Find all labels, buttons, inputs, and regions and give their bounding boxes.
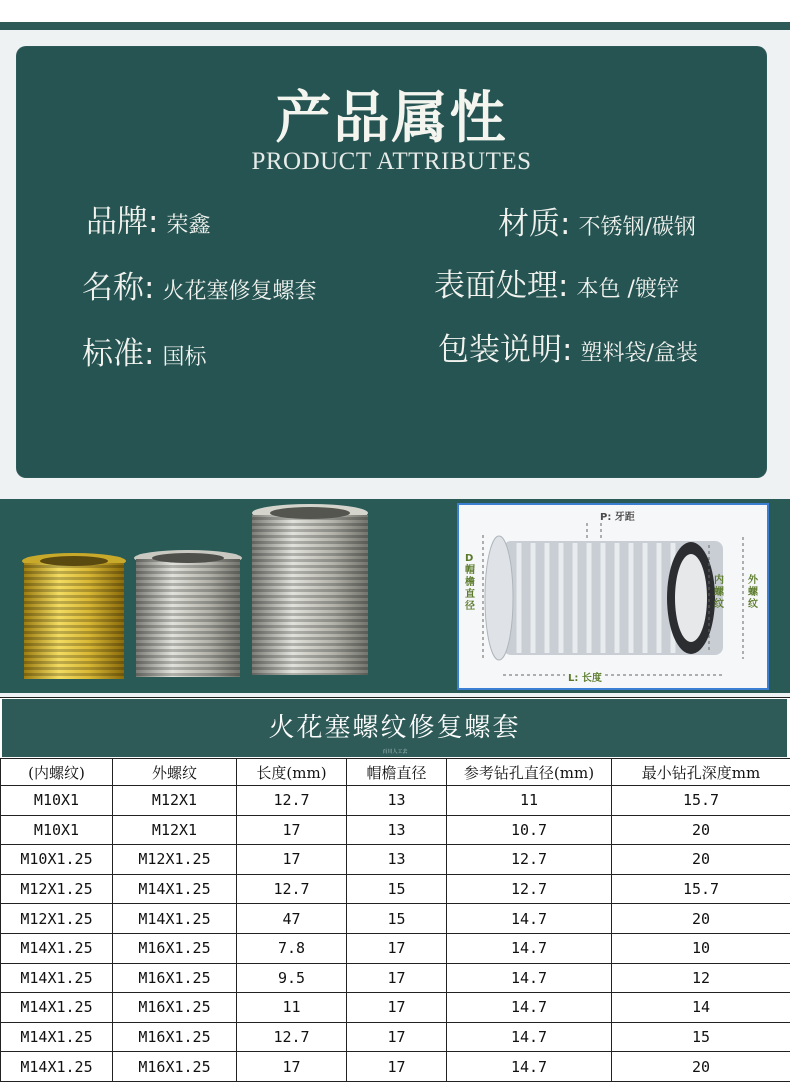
table-header-cell: 帽檐直径 xyxy=(347,759,447,786)
table-row xyxy=(1,904,790,934)
attr-packaging-value: 塑料袋/盒装 xyxy=(580,341,697,366)
attr-material-key: 材质: xyxy=(498,206,570,242)
table-cell: 12 xyxy=(612,963,790,993)
attr-brand-value: 荣鑫 xyxy=(166,213,210,238)
table-header-cell: 最小钻孔深度mm xyxy=(612,759,790,786)
table-cell: 47 xyxy=(237,904,347,934)
table-cell: 15.7 xyxy=(612,786,790,816)
table-tiny-caption: 百川人工去 xyxy=(0,748,790,755)
table-cell: M12X1.25 xyxy=(113,845,237,875)
table-cell: 13 xyxy=(347,815,447,845)
attr-material xyxy=(498,198,696,243)
table-cell: 9.5 xyxy=(237,963,347,993)
top-divider-bar xyxy=(0,0,790,30)
attr-name-value: 火花塞修复螺套 xyxy=(162,279,316,304)
attr-standard-key: 标准: xyxy=(82,336,154,372)
table-cell: 14.7 xyxy=(447,1052,612,1082)
table-cell: 11 xyxy=(237,993,347,1023)
table-cell: 12.7 xyxy=(447,874,612,904)
table-cell: 10 xyxy=(612,933,790,963)
table-cell: 12.7 xyxy=(237,1022,347,1052)
table-cell: M10X1 xyxy=(1,786,113,816)
attr-name-key: 名称: xyxy=(82,270,154,306)
table-cell: 15 xyxy=(347,874,447,904)
table-cell: M14X1.25 xyxy=(1,993,113,1023)
table-cell: 17 xyxy=(347,963,447,993)
table-cell: M16X1.25 xyxy=(113,1022,237,1052)
attr-material-value: 不锈钢/碳钢 xyxy=(578,215,695,240)
table-cell: 11 xyxy=(447,786,612,816)
steel-insert-small-image xyxy=(134,550,242,677)
table-cell: M16X1.25 xyxy=(113,1052,237,1082)
attributes-subtitle: PRODUCT ATTRIBUTES xyxy=(16,148,767,176)
attr-brand-key: 品牌: xyxy=(86,204,158,240)
table-cell: M12X1.25 xyxy=(1,874,113,904)
table-header-cell: 长度(mm) xyxy=(237,759,347,786)
table-cell: M14X1.25 xyxy=(113,874,237,904)
table-cell: 17 xyxy=(347,993,447,1023)
table-cell: M16X1.25 xyxy=(113,993,237,1023)
product-attributes-panel xyxy=(16,46,767,478)
table-cell: M16X1.25 xyxy=(113,963,237,993)
table-row xyxy=(1,933,790,963)
table-header-cell: 外螺纹 xyxy=(113,759,237,786)
attributes-title: 产品属性 xyxy=(16,74,767,154)
attr-surface xyxy=(434,260,679,305)
table-cell: 14 xyxy=(612,993,790,1023)
table-row xyxy=(1,815,790,845)
table-cell: 15.7 xyxy=(612,874,790,904)
table-cell: 17 xyxy=(347,933,447,963)
spec-table-section xyxy=(0,697,790,1089)
table-cell: 17 xyxy=(237,1052,347,1082)
table-cell: 12.7 xyxy=(447,845,612,875)
table-row xyxy=(1,874,790,904)
thread-inserts-photo xyxy=(0,499,455,693)
table-cell: 17 xyxy=(237,815,347,845)
table-cell: 7.8 xyxy=(237,933,347,963)
table-header-cell: (内螺纹) xyxy=(1,759,113,786)
table-row xyxy=(1,1052,790,1082)
table-cell: M16X1.25 xyxy=(113,933,237,963)
table-cell: 10.7 xyxy=(447,815,612,845)
table-body xyxy=(1,786,790,1082)
table-cell: M14X1.25 xyxy=(113,904,237,934)
table-header-cell: 参考钻孔直径(mm) xyxy=(447,759,612,786)
spec-table xyxy=(0,758,790,1082)
table-cell: 20 xyxy=(612,904,790,934)
table-cell: 14.7 xyxy=(447,993,612,1023)
attr-surface-key: 表面处理: xyxy=(434,268,568,304)
table-row xyxy=(1,1022,790,1052)
attr-surface-value: 本色 /镀锌 xyxy=(576,277,678,302)
table-cell: 14.7 xyxy=(447,963,612,993)
table-cell: 20 xyxy=(612,1052,790,1082)
table-cell: 14.7 xyxy=(447,904,612,934)
diameter-label: D 帽檐直径 xyxy=(465,553,479,613)
table-cell: 14.7 xyxy=(447,933,612,963)
table-cell: 20 xyxy=(612,815,790,845)
table-cell: M14X1.25 xyxy=(1,1052,113,1082)
steel-insert-large-image xyxy=(252,504,368,675)
attr-brand xyxy=(86,196,210,241)
table-cell: 12.7 xyxy=(237,786,347,816)
table-cell: 15 xyxy=(347,904,447,934)
table-cell: 12.7 xyxy=(237,874,347,904)
attr-packaging xyxy=(438,324,698,369)
table-row xyxy=(1,963,790,993)
table-cell: M12X1 xyxy=(113,786,237,816)
table-cell: M10X1 xyxy=(1,815,113,845)
table-cell: 13 xyxy=(347,786,447,816)
table-row xyxy=(1,786,790,816)
table-cell: M10X1.25 xyxy=(1,845,113,875)
attr-standard-value: 国标 xyxy=(162,345,206,370)
length-label: L: 长度 xyxy=(565,669,605,684)
table-cell: 17 xyxy=(237,845,347,875)
table-cell: 14.7 xyxy=(447,1022,612,1052)
attr-name xyxy=(82,262,316,307)
table-cell: M14X1.25 xyxy=(1,1022,113,1052)
table-cell: M14X1.25 xyxy=(1,933,113,963)
table-cell: M12X1 xyxy=(113,815,237,845)
table-cell: 15 xyxy=(612,1022,790,1052)
table-cell: 17 xyxy=(347,1022,447,1052)
table-cell: M14X1.25 xyxy=(1,963,113,993)
table-title: 火花塞螺纹修复螺套 xyxy=(2,699,787,757)
dimension-diagram xyxy=(457,503,769,690)
table-row xyxy=(1,993,790,1023)
brass-insert-image xyxy=(22,553,126,679)
table-cell: 13 xyxy=(347,845,447,875)
table-cell: M12X1.25 xyxy=(1,904,113,934)
pitch-label: P: 牙距 xyxy=(600,508,635,523)
attr-packaging-key: 包装说明: xyxy=(438,332,572,368)
attr-standard xyxy=(82,328,206,373)
table-cell: 17 xyxy=(347,1052,447,1082)
table-header-row xyxy=(1,759,790,786)
table-cell: 20 xyxy=(612,845,790,875)
outer-thread-label: 外螺纹 xyxy=(748,575,760,611)
table-row xyxy=(1,845,790,875)
inner-thread-label: 内螺纹 xyxy=(714,575,726,611)
